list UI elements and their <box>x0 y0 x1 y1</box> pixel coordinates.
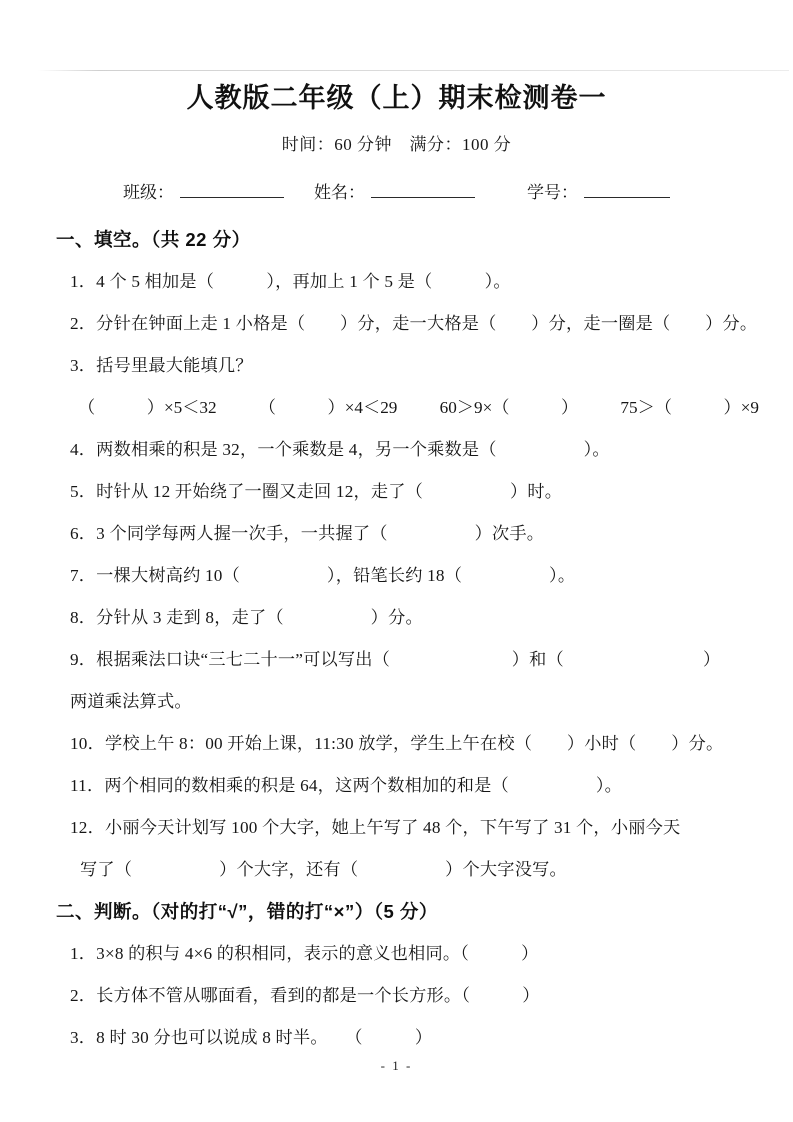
s1-question-9-line2: 两道乘法算式。 <box>70 692 192 711</box>
student-id-label: 学号： <box>527 183 578 202</box>
name-label: 姓名： <box>314 183 365 202</box>
s1-question-11: 11．两个相同的数相乘的积是 64，这两个数相加的和是（ ）。 <box>70 776 623 795</box>
class-label: 班级： <box>123 183 174 202</box>
page-number: - 1 - <box>380 1058 413 1073</box>
class-field <box>123 178 284 203</box>
student-info-row <box>0 178 793 203</box>
s1-question-4: 4．两数相乘的积是 32，一个乘数是 4，另一个乘数是（ ）。 <box>70 440 610 459</box>
student-id-field <box>527 178 670 203</box>
s2-question-3: 3．8 时 30 分也可以说成 8 时半。 （ ） <box>70 1028 433 1047</box>
section1-heading: 一、填空。（共 22 分） <box>56 229 251 250</box>
s2-question-1: 1．3×8 的积与 4×6 的积相同，表示的意义也相同。（ ） <box>70 944 539 963</box>
s1-question-3: 3．括号里最大能填几？ <box>70 356 253 375</box>
s1-question-2: 2．分针在钟面上走 1 小格是（ ）分，走一大格是（ ）分，走一圈是（ ）分。 <box>70 314 758 333</box>
s1-question-5: 5．时针从 12 开始绕了一圈又走回 12，走了（ ）时。 <box>70 482 563 501</box>
s1-question-1: 1．4 个 5 相加是（ ），再加上 1 个 5 是（ ）。 <box>70 272 511 291</box>
s1-question-9-line1: 9．根据乘法口诀“三七二十一”可以写出（ ）和（ ） <box>70 650 721 669</box>
s1-question-6: 6．3 个同学每两人握一次手，一共握了（ ）次手。 <box>70 524 545 543</box>
s1-question-3-expressions <box>56 387 767 429</box>
page-title: 人教版二年级（上）期末检测卷一 <box>186 83 607 113</box>
scan-artifact-line <box>38 70 789 71</box>
class-blank-line <box>180 195 284 198</box>
s1-question-7: 7．一棵大树高约 10（ ），铅笔长约 18（ ）。 <box>70 566 576 585</box>
expression-2: （ ）×4＜29 <box>258 398 398 417</box>
s1-question-10: 10．学校上午 8：00 开始上课，11:30 放学，学生上午在校（ ）小时（ ）分。 <box>70 734 724 753</box>
section2-heading: 二、判断。（对的打“√”，错的打“×”）（5 分） <box>56 901 438 922</box>
exam-meta: 时间：60 分钟 满分：100 分 <box>281 135 512 154</box>
s1-question-8: 8．分针从 3 走到 8，走了（ ）分。 <box>70 608 423 627</box>
expression-3: 60＞9×（ ） <box>439 398 579 417</box>
s2-question-2: 2．长方体不管从哪面看，看到的都是一个长方形。（ ） <box>70 986 540 1005</box>
s1-question-12-line1: 12．小丽今天计划写 100 个大字，她上午写了 48 个，下午写了 31 个，小丽今天 <box>70 818 681 837</box>
expression-4: 75＞（ ）×9 <box>620 398 759 417</box>
expression-1: （ ）×5＜32 <box>78 398 217 417</box>
name-blank-line <box>371 195 475 198</box>
name-field <box>314 178 475 203</box>
exam-body <box>0 219 793 1059</box>
s1-question-12-line2: 写了（ ）个大字，还有（ ）个大字没写。 <box>80 860 567 879</box>
student-id-blank-line <box>584 195 670 198</box>
